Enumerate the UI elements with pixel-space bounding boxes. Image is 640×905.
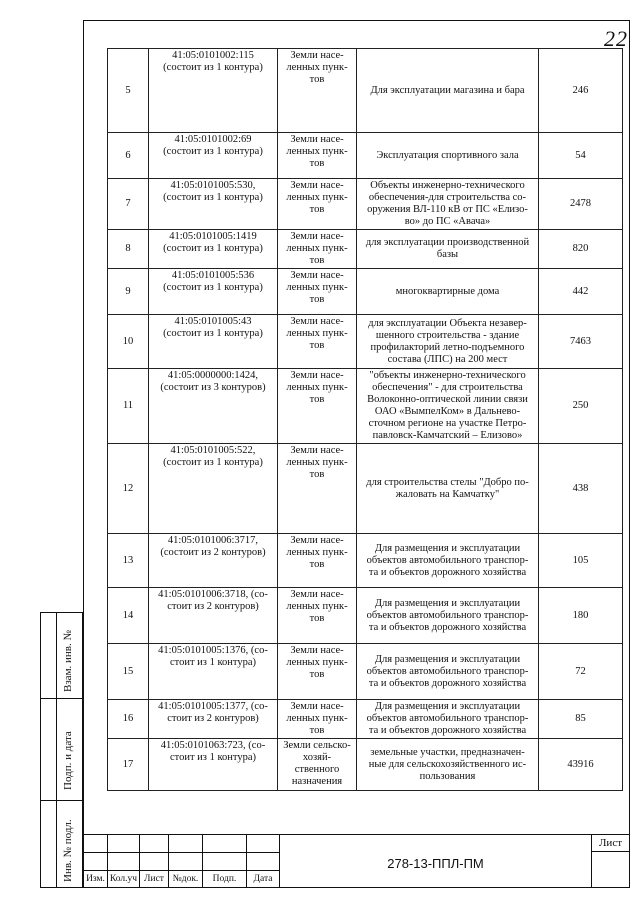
cell-area: 2478 [539,179,623,230]
cell-cadastral: 41:05:0101002:115 (состоит из 1 контура) [149,49,278,133]
cell-num: 6 [108,133,149,179]
stamp-header-ndoc: №док. [172,874,199,884]
cell-area: 250 [539,369,623,444]
cell-purpose: Для размещения и эксплуатации объектов автомобильного транспор- та и объектов дорожного хозяйства [357,588,539,644]
cell-area: 820 [539,230,623,269]
stamp-header-podp: Подп. [212,874,237,884]
stamp-header-kolvo: Кол.уч [109,874,138,884]
cell-area: 43916 [539,739,623,791]
cell-category: Земли насе- ленных пунк- тов [278,315,357,369]
cell-purpose: Для размещения и эксплуатации объектов автомобильного транспор- та и объектов дорожного хозяйства [357,644,539,700]
cell-num: 16 [108,700,149,739]
side-label-strip [40,612,83,888]
table-row [108,49,623,133]
cell-category: Земли насе- ленных пунк- тов [278,133,357,179]
cell-num: 7 [108,179,149,230]
cell-purpose: Эксплуатация спортивного зала [357,133,539,179]
cell-cadastral: 41:05:0101005:1419 (состоит из 1 контура) [149,230,278,269]
land-plots-table [107,48,623,791]
document-code: 278-13-ППЛ-ПМ [387,856,484,871]
table-row [108,369,623,444]
cell-category: Земли насе- ленных пунк- тов [278,444,357,534]
cell-category: Земли насе- ленных пунк- тов [278,369,357,444]
cell-purpose: Объекты инженерно-технического обеспечения-для строительства со- оружения ВЛ-110 кВ от ПС «Елизо- во» до ПС «Авача» [357,179,539,230]
cell-cadastral: 41:05:0101005:530, (состоит из 1 контура) [149,179,278,230]
cell-cadastral: 41:05:0000000:1424, (состоит из 3 контуров) [149,369,278,444]
table-row [108,644,623,700]
cell-category: Земли насе- ленных пунк- тов [278,534,357,588]
cell-num: 13 [108,534,149,588]
cell-num: 17 [108,739,149,791]
cell-purpose: для строительства стелы "Добро по- жаловать на Камчатку" [357,444,539,534]
cell-purpose: Для размещения и эксплуатации объектов автомобильного транспор- та и объектов дорожного хозяйства [357,700,539,739]
cell-num: 15 [108,644,149,700]
cell-cadastral: 41:05:0101006:3718, (со- стоит из 2 контуров) [149,588,278,644]
table-row [108,534,623,588]
table-row [108,269,623,315]
table-row [108,739,623,791]
cell-num: 10 [108,315,149,369]
cell-category: Земли насе- ленных пунк- тов [278,179,357,230]
stamp-header-izm: Изм. [86,874,105,884]
cell-num: 9 [108,269,149,315]
cell-cadastral: 41:05:0101006:3717, (состоит из 2 контуров) [149,534,278,588]
cell-purpose: земельные участки, предназначен- ные для сельскохозяйственного ис- пользования [357,739,539,791]
cell-num: 5 [108,49,149,133]
cell-cadastral: 41:05:0101005:536 (состоит из 1 контура) [149,269,278,315]
cell-cadastral: 41:05:0101005:1377, (со- стоит из 2 контуров) [149,700,278,739]
table-row [108,444,623,534]
cell-cadastral: 41:05:0101063:723, (со- стоит из 1 контура) [149,739,278,791]
table-row [108,315,623,369]
cell-num: 14 [108,588,149,644]
cell-area: 72 [539,644,623,700]
table-row [108,700,623,739]
cell-area: 246 [539,49,623,133]
cell-category: Земли насе- ленных пунк- тов [278,269,357,315]
cell-purpose: "объекты инженерно-технического обеспечения" - для строительства Волоконно-оптической линии связи ОАО «ВымпелКом» в Дальнево- сточном регионе на участке Петро- павловск-Камчатский – Елизово» [357,369,539,444]
table-row [108,230,623,269]
cell-num: 12 [108,444,149,534]
cell-purpose: многоквартирные дома [357,269,539,315]
stamp-header-list: Лист [144,874,164,884]
cell-area: 85 [539,700,623,739]
cell-category: Земли насе- ленных пунк- тов [278,588,357,644]
page-number: 22 [604,26,628,51]
title-block [83,834,630,888]
cell-category: Земли насе- ленных пунк- тов [278,700,357,739]
cell-num: 8 [108,230,149,269]
cell-purpose: Для эксплуатации магазина и бара [357,49,539,133]
cell-num: 11 [108,369,149,444]
cell-area: 438 [539,444,623,534]
side-label-podp: Подп. и дата [62,731,74,790]
stamp-header-data: Дата [253,874,273,884]
table-row [108,588,623,644]
cell-area: 180 [539,588,623,644]
cell-purpose: для эксплуатации Объекта незавер- шенного строительства - здание профилакторий летно-подъемного состава (ЛПС) на 200 мест [357,315,539,369]
cell-purpose: для эксплуатации производственной базы [357,230,539,269]
table-row [108,179,623,230]
cell-purpose: Для размещения и эксплуатации объектов автомобильного транспор- та и объектов дорожного хозяйства [357,534,539,588]
cell-category: Земли сельско- хозяй- ственного назначения [278,739,357,791]
cell-area: 442 [539,269,623,315]
cell-cadastral: 41:05:0101002:69 (состоит из 1 контура) [149,133,278,179]
cell-area: 105 [539,534,623,588]
cell-area: 7463 [539,315,623,369]
cell-category: Земли насе- ленных пунк- тов [278,49,357,133]
side-label-vzam: Взам. инв. № [62,630,74,692]
cell-cadastral: 41:05:0101005:522, (состоит из 1 контура) [149,444,278,534]
cell-area: 54 [539,133,623,179]
side-label-inv: Инв. № подл. [62,819,74,882]
sheet-label: Лист [598,837,623,849]
cell-cadastral: 41:05:0101005:43 (состоит из 1 контура) [149,315,278,369]
cell-category: Земли насе- ленных пунк- тов [278,230,357,269]
cell-category: Земли насе- ленных пунк- тов [278,644,357,700]
table-row [108,133,623,179]
cell-cadastral: 41:05:0101005:1376, (со- стоит из 1 контура) [149,644,278,700]
